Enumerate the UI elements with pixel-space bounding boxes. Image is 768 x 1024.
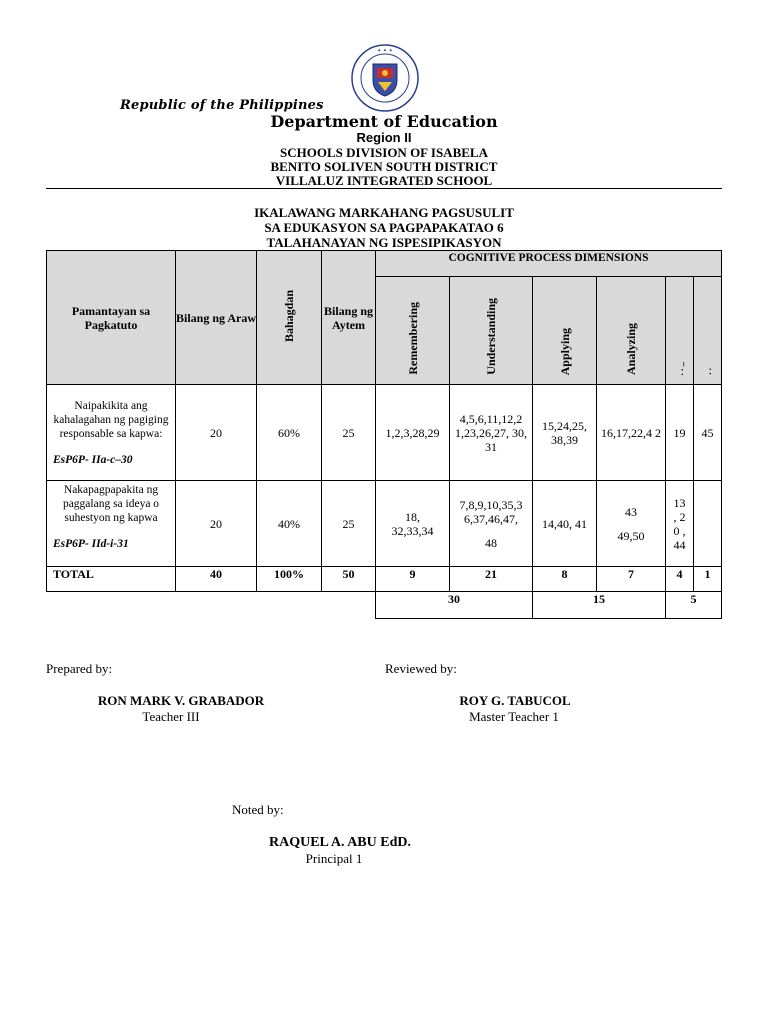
prepared-name: RON MARK V. GRABADOR <box>97 693 265 708</box>
creating-cell: 45 <box>694 385 722 481</box>
percent-cell: 60% <box>257 385 322 481</box>
competency-code: EsP6P- IId-i-31 <box>53 538 129 550</box>
reviewed-name: ROY G. TABUCOL <box>459 693 571 708</box>
competency-cell <box>47 385 176 481</box>
title-line-3: TALAHANAYAN NG ISPESIPIKASYON <box>266 235 502 250</box>
header-percent-label: Bahagdan <box>282 289 296 343</box>
days-cell: 20 <box>176 385 257 481</box>
total-row <box>47 567 722 592</box>
noted-label: Noted by: <box>232 802 284 817</box>
evaluating-cell: 13 , 20 , 44 <box>666 481 694 567</box>
svg-text:✦ ✦ ✦: ✦ ✦ ✦ <box>377 48 393 54</box>
noted-title: Principal 1 <box>305 851 363 866</box>
header-items: Bilang ng Aytem <box>322 251 376 385</box>
specification-table <box>46 250 722 619</box>
evaluating-cell: 19 <box>666 385 694 481</box>
header-evaluating-label: . . _ <box>674 361 685 375</box>
competency-code: EsP6P- IIa-c–30 <box>53 453 133 466</box>
applying-cell: 14,40, 41 <box>533 481 597 567</box>
total-percent: 100% <box>257 567 322 592</box>
header-understanding-label: Understanding <box>484 298 498 375</box>
header-cognitive: COGNITIVE PROCESS DIMENSIONS <box>376 251 722 277</box>
total-creating: 1 <box>694 567 722 592</box>
header-understanding <box>450 277 533 385</box>
department-name: Department of Education <box>270 112 498 131</box>
header-divider <box>46 188 722 189</box>
percent-cell: 40% <box>257 481 322 567</box>
total-evaluating: 4 <box>666 567 694 592</box>
total-items: 50 <box>322 567 376 592</box>
department-line <box>0 112 768 131</box>
reviewed-label: Reviewed by: <box>385 661 457 676</box>
deped-seal-icon <box>351 44 419 112</box>
title-line-1: IKALAWANG MARKAHANG PAGSUSULIT <box>254 205 514 220</box>
competency-text: Naipakikita ang kahalagahan ng pagiging responsable sa kapwa: <box>53 399 169 440</box>
analyzing-part-a: 43 <box>625 504 637 519</box>
total-days: 40 <box>176 567 257 592</box>
title-line-2: SA EDUKASYON SA PAGPAPAKATAO 6 <box>264 220 504 235</box>
analyzing-cell <box>597 481 666 567</box>
remembering-cell: 18, 32,33,34 <box>376 481 450 567</box>
noted-name: RAQUEL A. ABU EdD. <box>269 835 411 850</box>
table-row <box>47 385 722 481</box>
items-cell: 25 <box>322 481 376 567</box>
group-total-row <box>47 592 722 619</box>
division-line: SCHOOLS DIVISION OF ISABELA <box>280 145 488 160</box>
competency-text: Nakapagpapakita ng paggalang sa ideya o suhestyon ng kapwa <box>62 484 160 524</box>
header-percent <box>257 251 322 385</box>
group-total-lower: 30 <box>376 592 533 619</box>
prepared-label: Prepared by: <box>46 661 113 676</box>
group-total-middle: 15 <box>533 592 666 619</box>
total-understanding: 21 <box>450 567 533 592</box>
region-line: Region II <box>356 130 412 145</box>
items-cell: 25 <box>322 385 376 481</box>
district-line: BENITO SOLIVEN SOUTH DISTRICT <box>270 159 498 174</box>
applying-cell: 15,24,25, 38,39 <box>533 385 597 481</box>
remembering-cell: 1,2,3,28,29 <box>376 385 450 481</box>
header-creating <box>694 277 722 385</box>
header-applying <box>533 277 597 385</box>
header-competency: Pamantayan sa Pagkatuto <box>47 251 176 385</box>
understanding-cell: 4,5,6,11,12,2 1,23,26,27, 30, 31 <box>450 385 533 481</box>
school-line: VILLALUZ INTEGRATED SCHOOL <box>275 173 493 188</box>
understanding-cell <box>450 481 533 567</box>
header-analyzing-label: Analyzing <box>624 322 638 375</box>
total-applying: 8 <box>533 567 597 592</box>
prepared-title: Teacher III <box>142 709 200 724</box>
header-days: Bilang ng Araw <box>176 251 257 385</box>
total-label: TOTAL <box>47 567 176 592</box>
header-analyzing <box>597 277 666 385</box>
header-remembering-label: Remembering <box>405 302 420 375</box>
understanding-part-a: 7,8,9,10,35,3 6,37,46,47, <box>459 497 523 526</box>
header-remembering <box>376 277 450 385</box>
header-evaluating <box>666 277 694 385</box>
total-remembering: 9 <box>376 567 450 592</box>
analyzing-part-b: 49,50 <box>617 528 645 543</box>
days-cell: 20 <box>176 481 257 567</box>
competency-cell <box>47 481 176 567</box>
header-creating-label: . . <box>702 368 713 375</box>
creating-cell <box>694 481 722 567</box>
table-row <box>47 481 722 567</box>
understanding-part-b: 48 <box>485 535 497 550</box>
group-total-spacer <box>47 592 376 619</box>
total-analyzing: 7 <box>597 567 666 592</box>
group-total-higher: 5 <box>666 592 722 619</box>
republic-line: Republic of the Philippines <box>120 98 324 113</box>
reviewed-title: Master Teacher 1 <box>469 709 559 724</box>
header-applying-label: Applying <box>557 327 572 375</box>
analyzing-cell: 16,17,22,4 2 <box>597 385 666 481</box>
